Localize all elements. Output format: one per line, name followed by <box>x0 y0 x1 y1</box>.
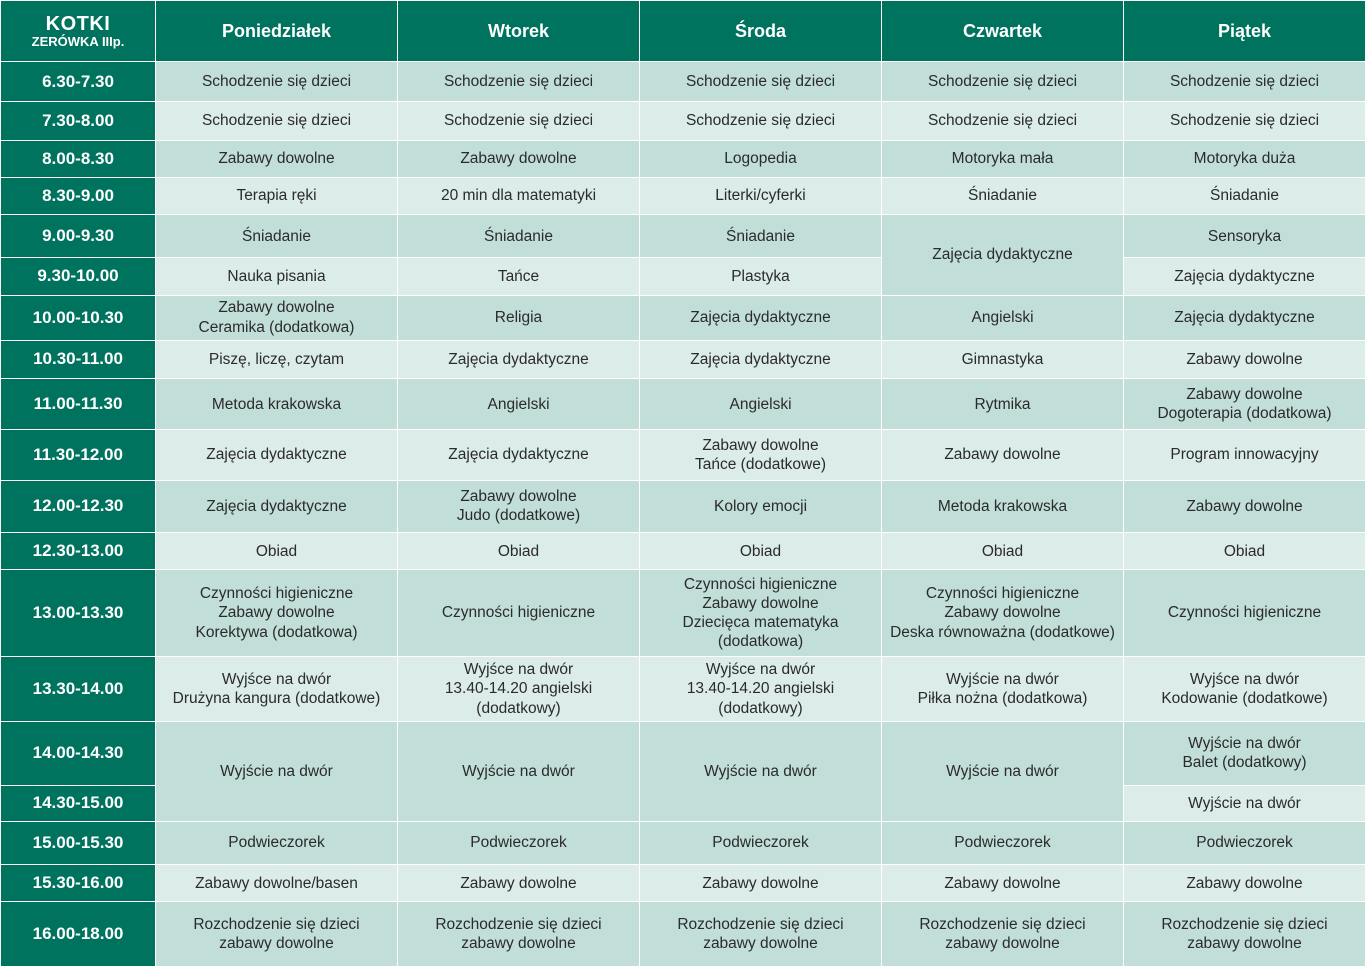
activity-line: Schodzenie się dzieci <box>1169 73 1320 91</box>
time-slot: 10.30-11.00 <box>1 340 156 378</box>
activity-line: zabawy dowolne <box>461 935 576 953</box>
activity-line: Podwieczorek <box>1196 834 1293 852</box>
activity-cell <box>640 102 882 140</box>
activity-cell <box>156 430 398 480</box>
schedule-row <box>1 722 1365 785</box>
activity-cell <box>1124 430 1365 480</box>
schedule-row <box>1 62 1365 102</box>
activity-line: Zabawy dowolne <box>702 594 819 612</box>
activity-cell <box>1124 379 1365 430</box>
activity-line: Korektywa (dodatkowa) <box>195 623 358 641</box>
time-slot: 12.30-13.00 <box>1 533 156 570</box>
activity-line: Schodzenie się dzieci <box>1169 112 1320 130</box>
activity-line: Angielski <box>487 395 550 413</box>
activity-cell <box>882 430 1124 480</box>
activity-cell <box>640 865 882 902</box>
schedule-row <box>1 902 1365 967</box>
activity-line: Ceramika (dodatkowa) <box>198 318 355 336</box>
time-slot: 11.30-12.00 <box>1 430 156 480</box>
day-header-tuesday: Wtorek <box>398 1 640 62</box>
activity-line: Kolory emocji <box>713 497 808 515</box>
schedule-row <box>1 656 1365 721</box>
activity-line: Dziecięca matematyka <box>682 614 839 632</box>
schedule-row <box>1 177 1365 214</box>
activity-cell <box>882 570 1124 657</box>
activity-line: Czynności higieniczne <box>199 585 354 603</box>
activity-cell <box>398 214 640 257</box>
activity-line: Zajęcia dydaktyczne <box>1174 267 1315 285</box>
activity-line: Wyjście na dwór <box>946 670 1059 688</box>
activity-cell <box>398 258 640 295</box>
activity-line: Schodzenie się dzieci <box>443 112 594 130</box>
activity-cell <box>156 656 398 721</box>
time-slot: 7.30-8.00 <box>1 102 156 140</box>
activity-cell <box>882 821 1124 864</box>
activity-cell <box>1124 258 1365 295</box>
activity-line: Zabawy dowolne <box>944 604 1061 622</box>
time-slot: 13.30-14.00 <box>1 656 156 721</box>
time-slot: 9.00-9.30 <box>1 214 156 257</box>
activity-cell <box>1124 865 1365 902</box>
activity-cell <box>1124 785 1365 821</box>
activity-cell <box>640 214 882 257</box>
activity-cell <box>882 656 1124 721</box>
activity-line: Zabawy dowolne <box>218 299 335 317</box>
activity-line: Plastyka <box>731 267 790 285</box>
activity-line: Obiad <box>255 542 298 560</box>
activity-cell <box>882 102 1124 140</box>
activity-line: Piłka nożna (dodatkowa) <box>917 690 1088 708</box>
activity-cell <box>640 821 882 864</box>
activity-cell <box>640 533 882 570</box>
activity-cell <box>640 902 882 967</box>
activity-line: Śniadanie <box>1210 187 1279 205</box>
activity-cell <box>1124 722 1365 785</box>
activity-line: Literki/cyferki <box>715 187 806 205</box>
activity-cell <box>1124 177 1365 214</box>
activity-line: Zajęcia dydaktyczne <box>690 350 831 368</box>
activity-line: zabawy dowolne <box>945 935 1060 953</box>
activity-line: Logopedia <box>724 150 797 168</box>
activity-cell <box>398 533 640 570</box>
activity-line: (dodatkowa) <box>717 633 804 651</box>
activity-line: Zajęcia dydaktyczne <box>206 497 347 515</box>
activity-line: Wyjście na dwór <box>220 762 333 780</box>
activity-line: Śniadanie <box>242 227 311 245</box>
activity-line: Piszę, liczę, czytam <box>208 350 345 368</box>
activity-line: Rozchodzenie się dzieci <box>193 915 360 933</box>
day-header-monday: Poniedziałek <box>156 1 398 62</box>
activity-line: Religia <box>494 309 543 327</box>
activity-line: Zabawy dowolne <box>460 488 577 506</box>
activity-cell <box>882 340 1124 378</box>
activity-line: Obiad <box>981 542 1024 560</box>
activity-cell <box>882 379 1124 430</box>
activity-line: Wyjście na dwór <box>1188 794 1301 812</box>
schedule-row <box>1 865 1365 902</box>
activity-line: Zabawy dowolne <box>1186 385 1303 403</box>
activity-cell <box>398 656 640 721</box>
activity-line: Metoda krakowska <box>211 395 342 413</box>
day-header-wednesday: Środa <box>640 1 882 62</box>
activity-line: Tańce (dodatkowe) <box>695 456 826 474</box>
activity-line: (dodatkowy) <box>718 699 803 717</box>
activity-cell <box>156 102 398 140</box>
activity-cell <box>156 340 398 378</box>
activity-cell <box>1124 656 1365 721</box>
activity-line: Zabawy dowolne/basen <box>195 874 358 892</box>
activity-line: Rozchodzenie się dzieci <box>919 915 1086 933</box>
activity-line: Zajęcia dydaktyczne <box>448 350 589 368</box>
activity-line: Zabawy dowolne <box>702 436 819 454</box>
time-slot: 14.00-14.30 <box>1 722 156 785</box>
activity-line: 13.40-14.20 angielski <box>686 680 835 698</box>
activity-cell <box>640 140 882 177</box>
activity-cell <box>640 295 882 340</box>
time-slot: 15.30-16.00 <box>1 865 156 902</box>
activity-line: zabawy dowolne <box>219 935 334 953</box>
activity-line: Wyjście na dwór <box>1188 735 1301 753</box>
header-row <box>1 1 1365 62</box>
activity-cell <box>398 379 640 430</box>
activity-line: Zajęcia dydaktyczne <box>1174 309 1315 327</box>
time-slot: 13.00-13.30 <box>1 570 156 657</box>
activity-line: 13.40-14.20 angielski <box>444 680 593 698</box>
activity-line: zabawy dowolne <box>1187 935 1302 953</box>
time-slot: 11.00-11.30 <box>1 379 156 430</box>
activity-cell <box>882 865 1124 902</box>
activity-line: Schodzenie się dzieci <box>685 112 836 130</box>
activity-cell <box>882 722 1124 822</box>
activity-line: Rozchodzenie się dzieci <box>1161 915 1328 933</box>
day-header-friday: Piątek <box>1124 1 1365 62</box>
activity-line: Czynności higieniczne <box>683 575 838 593</box>
activity-line: Schodzenie się dzieci <box>201 112 352 130</box>
activity-cell <box>156 177 398 214</box>
activity-cell <box>398 570 640 657</box>
schedule-row <box>1 295 1365 340</box>
activity-line: Rozchodzenie się dzieci <box>677 915 844 933</box>
activity-line: Rozchodzenie się dzieci <box>435 915 602 933</box>
activity-cell <box>1124 340 1365 378</box>
activity-line: Deska równoważna (dodatkowe) <box>890 623 1115 641</box>
activity-line: zabawy dowolne <box>703 935 818 953</box>
activity-cell <box>398 821 640 864</box>
time-slot: 8.30-9.00 <box>1 177 156 214</box>
activity-line: Schodzenie się dzieci <box>685 73 836 91</box>
activity-line: Zabawy dowolne <box>702 874 819 892</box>
activity-cell <box>156 902 398 967</box>
group-subtitle: ZERÓWKA IIIp. <box>31 33 125 49</box>
activity-line: Podwieczorek <box>712 834 809 852</box>
activity-cell <box>1124 480 1365 532</box>
activity-line: Zabawy dowolne <box>1186 350 1303 368</box>
activity-line: Balet (dodatkowy) <box>1182 754 1307 772</box>
activity-line: Czynności higieniczne <box>441 604 596 622</box>
activity-cell <box>398 865 640 902</box>
activity-line: Obiad <box>497 542 540 560</box>
activity-cell <box>640 340 882 378</box>
activity-line: Zabawy dowolne <box>1186 497 1303 515</box>
activity-cell <box>398 140 640 177</box>
activity-line: Schodzenie się dzieci <box>927 73 1078 91</box>
activity-line: Zabawy dowolne <box>218 604 335 622</box>
time-slot: 9.30-10.00 <box>1 258 156 295</box>
activity-line: Podwieczorek <box>470 834 567 852</box>
activity-line: Kodowanie (dodatkowe) <box>1161 690 1328 708</box>
activity-cell <box>882 480 1124 532</box>
activity-line: Zajęcia dydaktyczne <box>932 246 1073 264</box>
activity-cell <box>1124 214 1365 257</box>
activity-line: Terapia ręki <box>236 187 317 205</box>
activity-line: (dodatkowy) <box>476 699 561 717</box>
activity-cell <box>640 656 882 721</box>
schedule-body <box>1 62 1365 967</box>
activity-line: Metoda krakowska <box>937 497 1068 515</box>
activity-line: Wyjście na dwór <box>704 762 817 780</box>
time-slot: 12.00-12.30 <box>1 480 156 532</box>
activity-line: Wyjście na dwór <box>462 762 575 780</box>
schedule-row <box>1 379 1365 430</box>
activity-line: Motoryka duża <box>1193 150 1296 168</box>
activity-line: Wyjśce na dwór <box>221 670 332 688</box>
schedule-row <box>1 430 1365 480</box>
activity-cell <box>156 533 398 570</box>
activity-line: Nauka pisania <box>227 267 326 285</box>
activity-cell <box>640 570 882 657</box>
activity-cell <box>1124 570 1365 657</box>
activity-cell <box>156 379 398 430</box>
activity-line: Zabawy dowolne <box>1186 874 1303 892</box>
activity-cell <box>640 258 882 295</box>
activity-cell <box>1124 821 1365 864</box>
time-slot: 14.30-15.00 <box>1 785 156 821</box>
activity-line: Czynności higieniczne <box>925 585 1080 603</box>
activity-line: Angielski <box>729 395 792 413</box>
schedule-row <box>1 533 1365 570</box>
activity-cell <box>640 722 882 822</box>
activity-line: Wyjście na dwór <box>946 762 1059 780</box>
activity-cell <box>156 570 398 657</box>
activity-cell <box>398 177 640 214</box>
schedule-row <box>1 214 1365 257</box>
activity-cell <box>398 340 640 378</box>
schedule-row <box>1 340 1365 378</box>
activity-cell <box>1124 140 1365 177</box>
activity-cell <box>882 295 1124 340</box>
activity-line: Dogoterapia (dodatkowa) <box>1157 405 1332 423</box>
activity-line: Program innowacyjny <box>1170 446 1319 464</box>
activity-line: Drużyna kangura (dodatkowe) <box>172 690 381 708</box>
time-slot: 15.00-15.30 <box>1 821 156 864</box>
activity-line: Wyjśce na dwór <box>1189 670 1300 688</box>
activity-cell <box>398 62 640 102</box>
activity-line: Podwieczorek <box>228 834 325 852</box>
day-header-thursday: Czwartek <box>882 1 1124 62</box>
activity-line: Zajęcia dydaktyczne <box>206 446 347 464</box>
activity-line: Schodzenie się dzieci <box>443 73 594 91</box>
group-name: KOTKI <box>45 12 111 35</box>
activity-line: Obiad <box>739 542 782 560</box>
activity-line: Angielski <box>971 309 1034 327</box>
activity-cell <box>156 258 398 295</box>
activity-cell <box>398 430 640 480</box>
activity-line: Zajęcia dydaktyczne <box>690 309 831 327</box>
activity-line: Zajęcia dydaktyczne <box>448 446 589 464</box>
activity-cell <box>398 902 640 967</box>
activity-cell <box>398 480 640 532</box>
activity-cell <box>156 821 398 864</box>
activity-cell <box>882 62 1124 102</box>
activity-line: Zabawy dowolne <box>944 874 1061 892</box>
activity-line: Schodzenie się dzieci <box>201 73 352 91</box>
time-slot: 16.00-18.00 <box>1 902 156 967</box>
activity-cell <box>398 295 640 340</box>
activity-cell <box>156 214 398 257</box>
activity-line: Judo (dodatkowe) <box>456 507 581 525</box>
activity-cell <box>882 214 1124 295</box>
activity-cell <box>1124 102 1365 140</box>
activity-cell <box>640 62 882 102</box>
schedule-row <box>1 821 1365 864</box>
activity-line: Śniadanie <box>726 227 795 245</box>
time-slot: 6.30-7.30 <box>1 62 156 102</box>
activity-line: Zabawy dowolne <box>218 150 335 168</box>
activity-cell <box>1124 295 1365 340</box>
activity-cell <box>398 102 640 140</box>
schedule-row <box>1 102 1365 140</box>
group-title-cell <box>1 1 156 62</box>
activity-line: Schodzenie się dzieci <box>927 112 1078 130</box>
time-slot: 10.00-10.30 <box>1 295 156 340</box>
activity-cell <box>882 902 1124 967</box>
activity-line: Śniadanie <box>968 187 1037 205</box>
activity-line: Tańce <box>497 267 540 285</box>
activity-line: Wyjśce na dwór <box>463 661 574 679</box>
schedule-row <box>1 258 1365 295</box>
activity-line: Motoryka mała <box>951 150 1054 168</box>
activity-line: 20 min dla matematyki <box>440 187 597 205</box>
activity-line: Gimnastyka <box>961 350 1044 368</box>
activity-line: Zabawy dowolne <box>460 150 577 168</box>
activity-line: Czynności higieniczne <box>1167 604 1322 622</box>
activity-line: Wyjśce na dwór <box>705 661 816 679</box>
activity-cell <box>1124 62 1365 102</box>
activity-cell <box>640 480 882 532</box>
activity-line: Zabawy dowolne <box>460 874 577 892</box>
activity-cell <box>1124 533 1365 570</box>
activity-cell <box>640 177 882 214</box>
activity-line: Podwieczorek <box>954 834 1051 852</box>
activity-line: Sensoryka <box>1207 227 1282 245</box>
activity-cell <box>156 722 398 822</box>
schedule-row <box>1 480 1365 532</box>
activity-cell <box>882 533 1124 570</box>
activity-cell <box>156 140 398 177</box>
activity-cell <box>640 430 882 480</box>
activity-line: Rytmika <box>974 395 1031 413</box>
activity-cell <box>156 62 398 102</box>
activity-cell <box>640 379 882 430</box>
schedule-row <box>1 140 1365 177</box>
schedule-row <box>1 570 1365 657</box>
activity-line: Obiad <box>1223 542 1266 560</box>
activity-line: Zabawy dowolne <box>944 446 1061 464</box>
activity-cell <box>156 865 398 902</box>
activity-line: Śniadanie <box>484 227 553 245</box>
activity-cell <box>882 140 1124 177</box>
activity-cell <box>398 722 640 822</box>
activity-cell <box>156 480 398 532</box>
time-slot: 8.00-8.30 <box>1 140 156 177</box>
activity-cell <box>882 177 1124 214</box>
activity-cell <box>156 295 398 340</box>
activity-cell <box>1124 902 1365 967</box>
